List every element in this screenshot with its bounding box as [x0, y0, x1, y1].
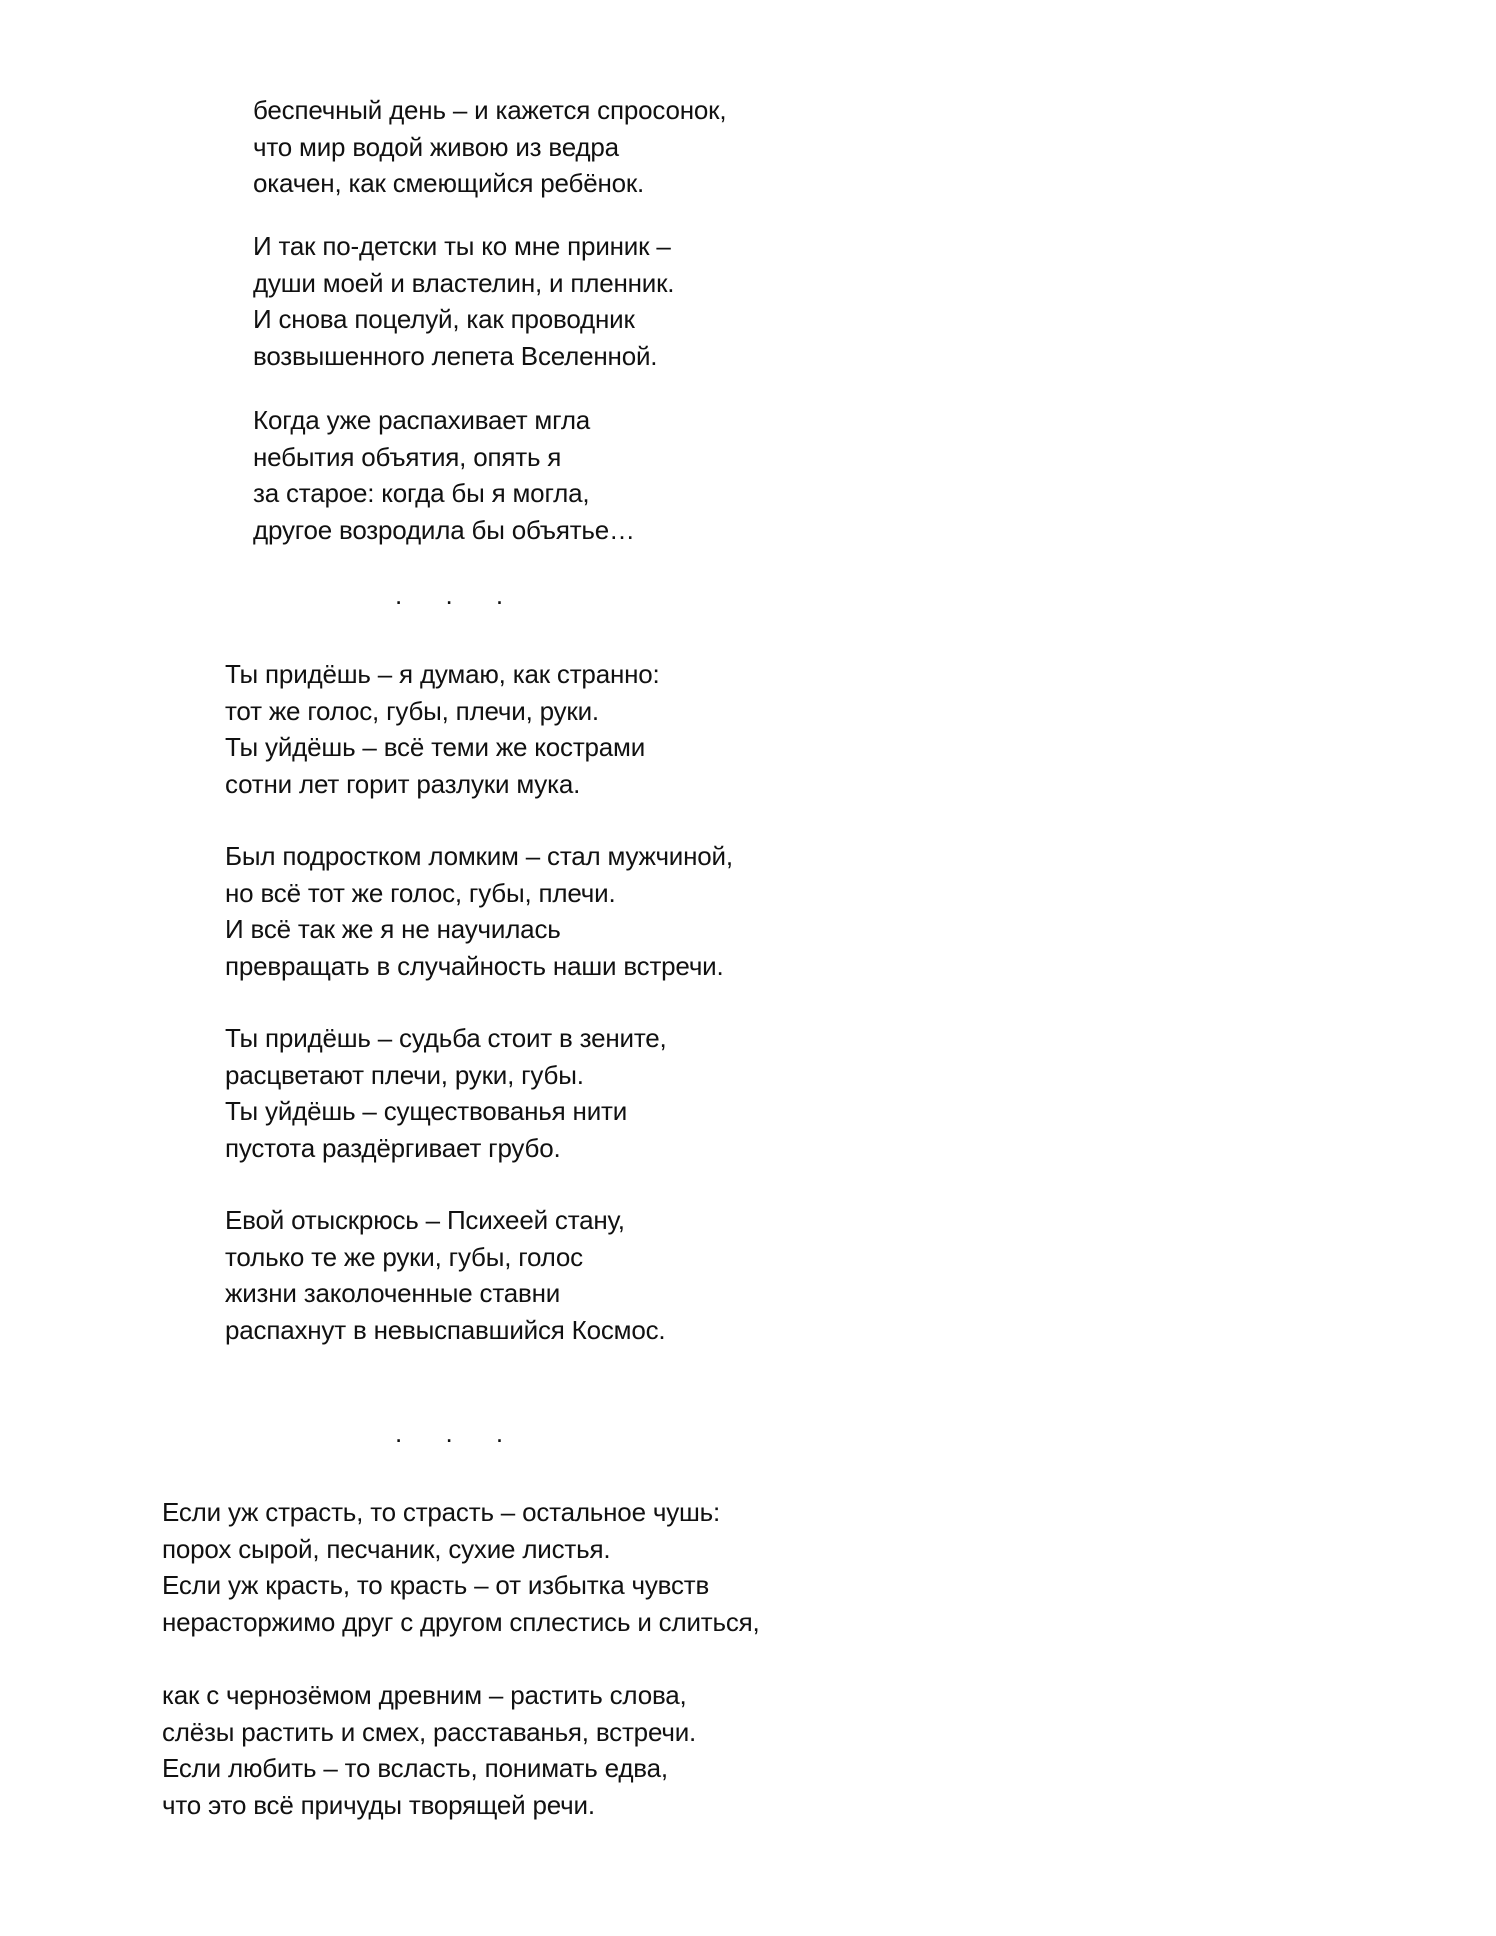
- poem-2-stanza-1: [225, 656, 660, 802]
- poem-line: сотни лет горит разлуки мука.: [225, 768, 581, 799]
- poem-line: окачен, как смеющийся ребёнок.: [253, 168, 645, 198]
- poem-line: И снова поцелуй, как проводник: [253, 304, 635, 334]
- poem-line: но всё тот же голос, губы, плечи.: [225, 877, 616, 908]
- poem-line: И всё так же я не научилась: [225, 914, 561, 944]
- poem-line: за старое: когда бы я могла,: [253, 478, 590, 508]
- poem-line: Ты уйдёшь – существованья нити: [225, 1096, 628, 1126]
- poem-line: что это всё причуды творящей речи.: [162, 1789, 595, 1820]
- poem-line: жизни заколоченные ставни: [225, 1278, 561, 1308]
- poem-2-stanza-3: [225, 1020, 667, 1166]
- poem-line: возвышенного лепета Вселенной.: [253, 340, 658, 371]
- poem-1-stanza-1: [253, 92, 726, 202]
- poem-line: беспечный день – и кажется спросонок,: [253, 95, 727, 125]
- poem-line: порох сырой, песчаник, сухие листья.: [162, 1533, 611, 1564]
- poem-line: Ты уйдёшь – всё теми же кострами: [225, 732, 646, 762]
- poem-2-stanza-2: [225, 838, 733, 984]
- poem-line: распахнут в невыспавшийся Космос.: [225, 1314, 666, 1345]
- poem-line: пустота раздёргивает грубо.: [225, 1132, 561, 1163]
- poem-line: только те же руки, губы, голос: [225, 1241, 583, 1272]
- poem-line: небытия объятия, опять я: [253, 441, 562, 472]
- poem-1-stanza-2: [253, 228, 674, 374]
- poem-line: Если уж страсть, то страсть – остальное чушь:: [162, 1497, 721, 1527]
- poem-line: что мир водой живою из ведра: [253, 131, 619, 162]
- poem-line: души моей и властелин, и пленник.: [253, 267, 675, 298]
- poem-3-stanza-2: [162, 1677, 696, 1823]
- poem-3-stanza-1: [162, 1494, 760, 1640]
- poem-line: другое возродила бы объятье…: [253, 514, 635, 545]
- poem-line: Если любить – то всласть, понимать едва,: [162, 1753, 668, 1783]
- section-separator: . . .: [395, 1418, 522, 1448]
- poem-line: Был подростком ломким – стал мужчиной,: [225, 841, 733, 871]
- poem-line: Если уж красть, то красть – от избытка чувств: [162, 1570, 710, 1600]
- poem-2-stanza-4: [225, 1202, 665, 1348]
- poem-line: Евой отыскрюсь – Психеей стану,: [225, 1205, 625, 1235]
- poem-line: нерасторжимо друг с другом сплестись и слиться,: [162, 1606, 760, 1637]
- poem-1-stanza-3: [253, 402, 635, 548]
- section-separator: . . .: [395, 580, 522, 610]
- poem-line: расцветают плечи, руки, губы.: [225, 1059, 584, 1090]
- poem-line: Ты придёшь – я думаю, как странно:: [225, 659, 660, 689]
- poem-line: слёзы растить и смех, расставанья, встречи.: [162, 1716, 697, 1747]
- poem-line: И так по-детски ты ко мне приник –: [253, 231, 671, 261]
- poem-line: тот же голос, губы, плечи, руки.: [225, 695, 599, 726]
- poem-line: Когда уже распахивает мгла: [253, 405, 591, 435]
- poem-line: Ты придёшь – судьба стоит в зените,: [225, 1023, 667, 1053]
- poem-line: превращать в случайность наши встречи.: [225, 950, 724, 981]
- poem-line: как с чернозёмом древним – растить слова,: [162, 1680, 687, 1710]
